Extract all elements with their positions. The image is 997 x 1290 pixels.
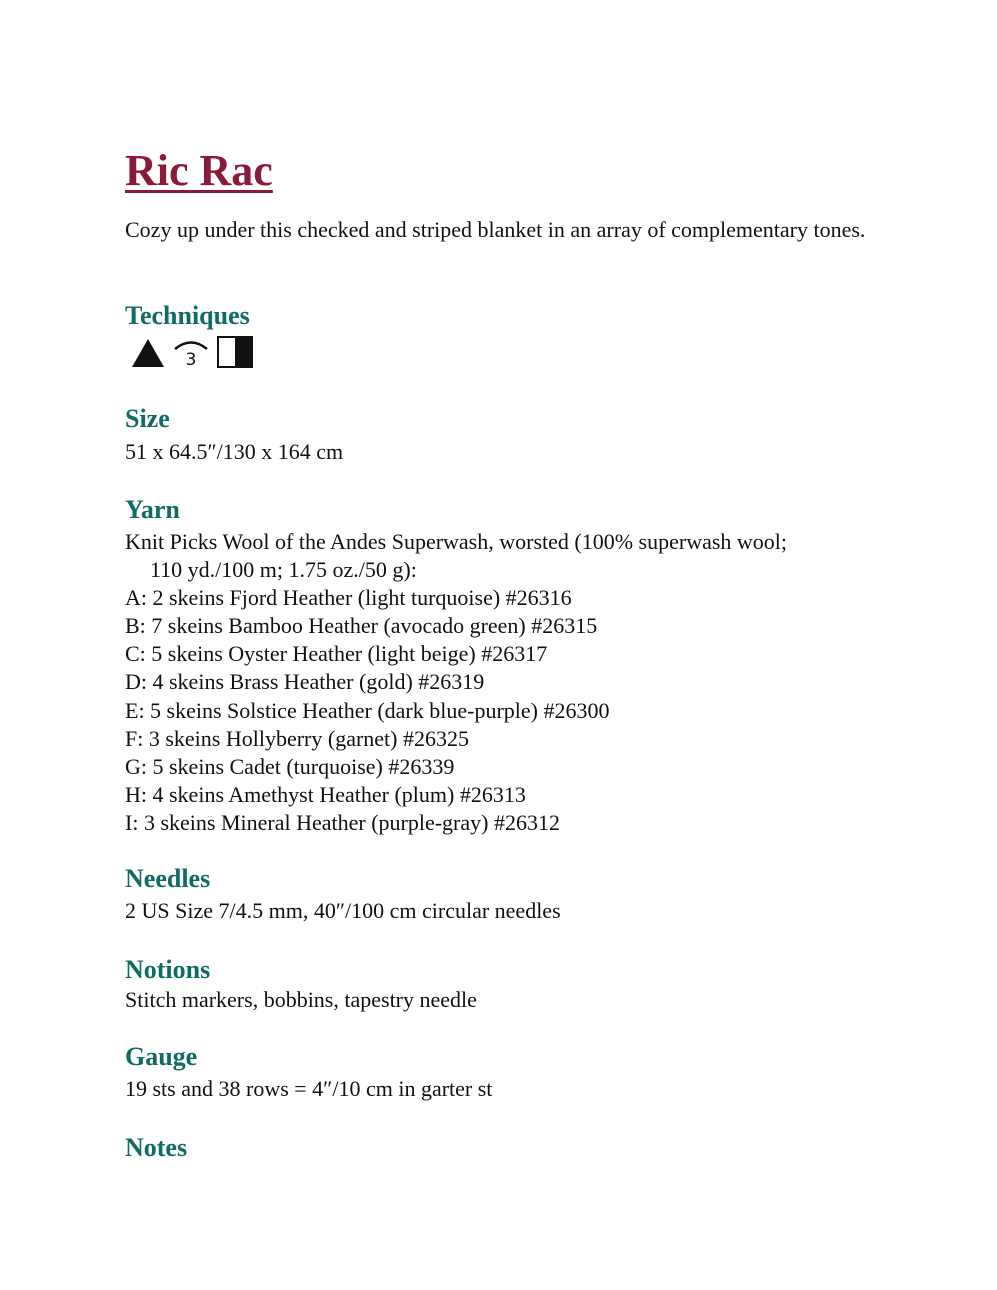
yarn-color-f: F: 3 skeins Hollyberry (garnet) #26325 bbox=[125, 725, 469, 751]
gauge-heading: Gauge bbox=[125, 1042, 198, 1071]
size-text: 51 x 64.5″/130 x 164 cm bbox=[125, 439, 344, 464]
needles-text: 2 US Size 7/4.5 mm, 40″/100 cm circular needles bbox=[125, 898, 561, 923]
yarn-weight-line: 110 yd./100 m; 1.75 oz./50 g): bbox=[150, 557, 417, 583]
yarn-color-c: C: 5 skeins Oyster Heather (light beige) #26317 bbox=[125, 641, 548, 667]
notes-heading: Notes bbox=[125, 1133, 188, 1162]
techniques-icons bbox=[130, 335, 254, 369]
yarn-color-g: G: 5 skeins Cadet (turquoise) #26339 bbox=[125, 753, 455, 779]
yarn-description-line: Knit Picks Wool of the Andes Superwash, worsted (100% superwash wool; bbox=[125, 529, 788, 554]
triangle-icon bbox=[130, 337, 166, 369]
yarn-heading: Yarn bbox=[125, 495, 180, 524]
yarn-color-e: E: 5 skeins Solstice Heather (dark blue-purple) #26300 bbox=[125, 697, 610, 723]
yarn-color-b: B: 7 skeins Bamboo Heather (avocado green) #26315 bbox=[125, 613, 598, 639]
yarn-color-a: A: 2 skeins Fjord Heather (light turquoise) #26316 bbox=[125, 585, 572, 611]
techniques-heading: Techniques bbox=[125, 301, 250, 330]
cable-three-icon bbox=[172, 335, 210, 369]
yarn-color-i: I: 3 skeins Mineral Heather (purple-gray) #26312 bbox=[125, 809, 560, 835]
gauge-text: 19 sts and 38 rows = 4″/10 cm in garter st bbox=[125, 1076, 493, 1101]
notions-text: Stitch markers, bobbins, tapestry needle bbox=[125, 987, 477, 1012]
size-heading: Size bbox=[125, 404, 170, 433]
page-title: Ric Rac bbox=[125, 146, 273, 195]
yarn-details bbox=[125, 528, 871, 837]
needles-heading: Needles bbox=[125, 864, 211, 893]
pattern-intro: Cozy up under this checked and striped blanket in an array of complementary tones. bbox=[125, 217, 866, 242]
color-block-icon bbox=[216, 335, 254, 369]
cable-three-label: 3 bbox=[185, 350, 197, 369]
yarn-color-h: H: 4 skeins Amethyst Heather (plum) #26313 bbox=[125, 781, 526, 807]
notions-heading: Notions bbox=[125, 955, 211, 984]
yarn-color-d: D: 4 skeins Brass Heather (gold) #26319 bbox=[125, 669, 485, 695]
